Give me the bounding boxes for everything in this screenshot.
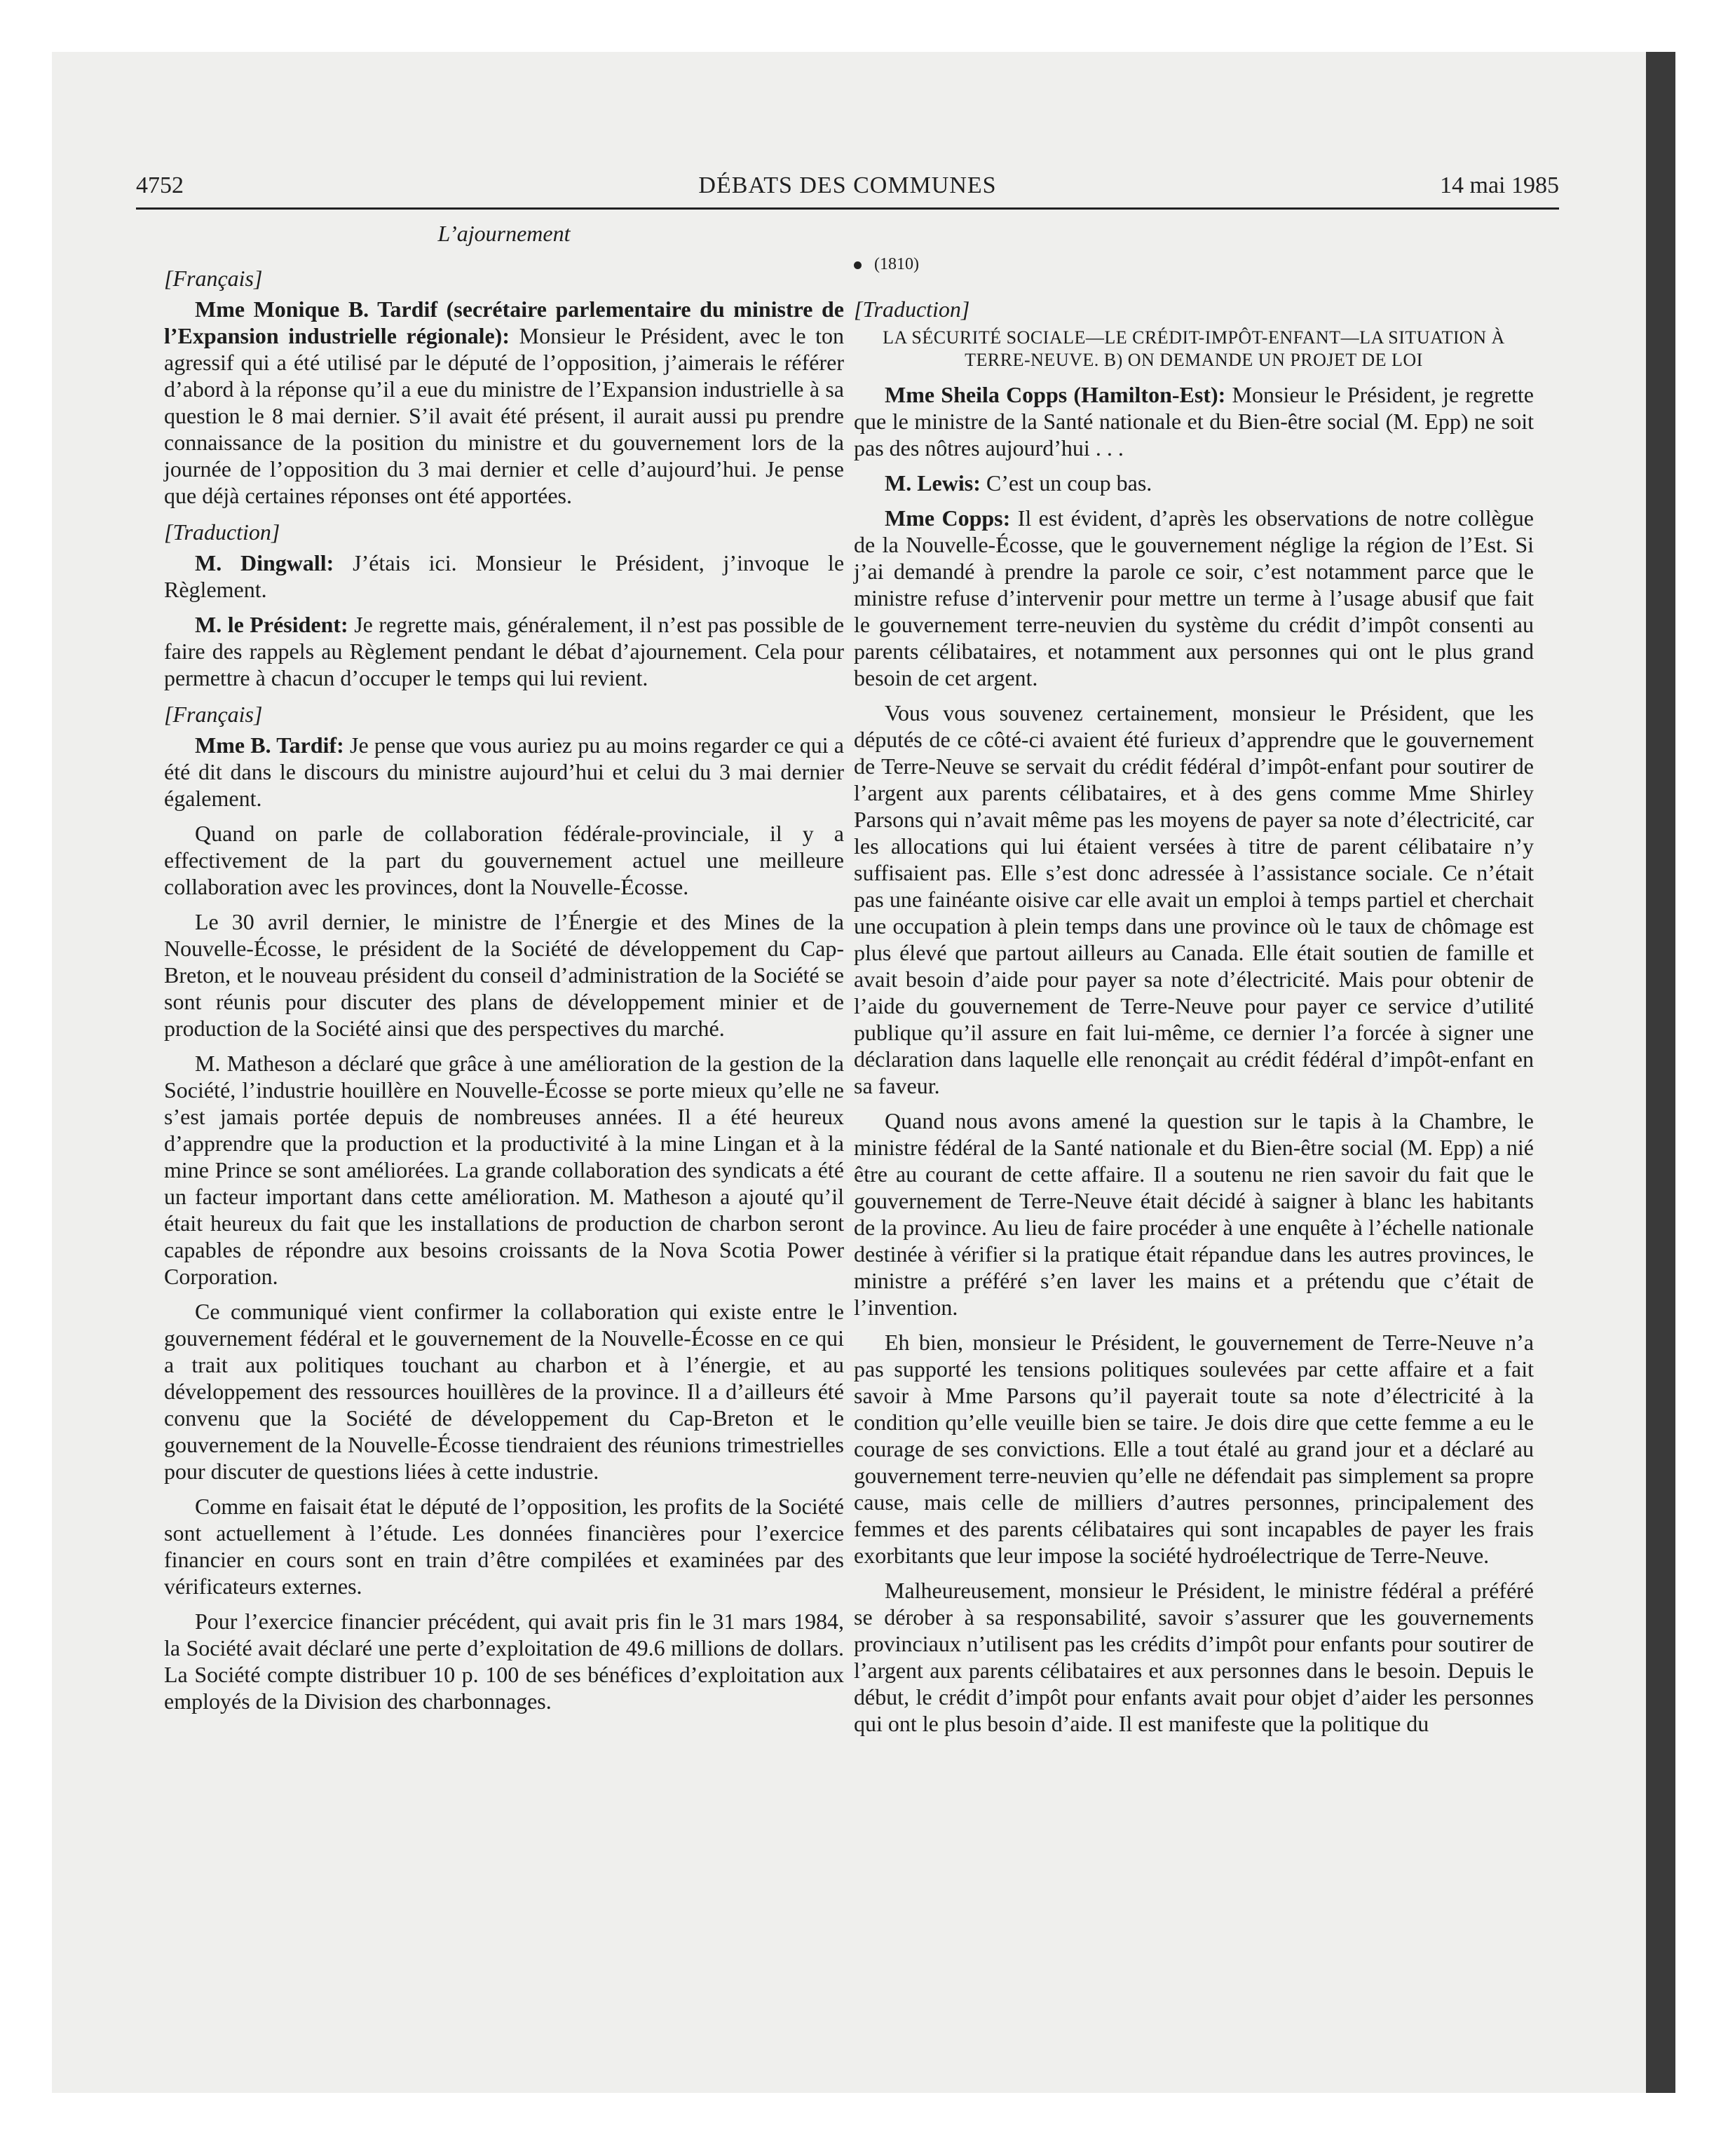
speaker-name: Mme Copps: [885,505,1011,531]
speech-text: Monsieur le Président, avec le ton agressif qui a été utilisé par le député de l’opposition, j’aimerais le référer d’abord à la réponse qu’il a eue du ministre de l’Expansion industrielle à sa question le 8 mai dernier. S’il avait été présent, il aurait aussi pu prendre connaissance de la position du ministre et du gouvernement lors de la journée de l’opposition du 3 mai dernier et celle d’aujourd’hui. Je pense que déjà certaines réponses ont été apportées. [164,323,845,508]
time-stamp [854,254,1534,275]
debate-heading: LA SÉCURITÉ SOCIALE—LE CRÉDIT-IMPÔT-ENFANT—LA SITUATION À TERRE-NEUVE. B) ON DEMANDE UN PROJET DE LOI [883,327,1505,370]
speech-paragraph [164,550,844,603]
speaker-name: Mme Monique B. Tardif (secrétaire parlementaire du ministre de l’Expansion industrielle régionale): [164,296,844,348]
left-column [164,220,844,1723]
speech-paragraph [854,470,1534,496]
running-title: DÉBATS DES COMMUNES [698,172,997,198]
right-column [854,220,1534,1745]
speech-text: J’étais ici. Monsieur le Président, j’invoque le Règlement. [164,550,845,602]
language-note: [Traduction] [854,296,970,322]
language-note: [Français] [164,266,263,291]
speaker-name: Mme B. Tardif: [195,732,344,758]
body-paragraph: Ce communiqué vient confirmer la collaboration qui existe entre le gouvernement fédéral et le gouvernement de la Nouvelle-Écosse en ce qui a trait aux politiques touchant au charbon et à l’énergie, et au développement des ressources houillères de la province. Il a d’ailleurs été convenu que la Société de développement du Cap-Breton et le gouvernement de la Nouvelle-Écosse tiendraient des réunions trimestrielles pour discuter de questions liées à cette industrie. [164,1299,844,1484]
speaker-name: M. Dingwall: [195,550,334,575]
speaker-name: M. Lewis: [885,470,981,496]
page-number: 4752 [136,172,184,198]
speech-paragraph [164,732,844,812]
bullet-icon [854,261,862,269]
speech-paragraph [164,296,844,509]
speech-text: Il est évident, d’après les observations de notre collègue de la Nouvelle-Écosse, que le gouvernement néglige la région de l’Est. Si j’ai demandé à prendre la parole ce soir, c’est notamment parce que le ministre refuse d’intervenir pour mettre un terme à l’usage abusif que fait le gouvernement terre-neuvien du système du crédit d’impôt consenti au parents célibataires, et notamment aux personnes qui ont le plus grand besoin de cet argent. [854,505,1535,690]
speech-paragraph [164,611,844,691]
language-note: [Traduction] [164,519,280,545]
page-header [136,168,1559,210]
body-paragraph: Vous vous souvenez certainement, monsieur le Président, que les députés de ce côté-ci avaient été furieux d’apprendre que le gouvernement de Terre-Neuve se servait du crédit fédéral d’impôt-enfant pour soutirer de l’argent aux parents célibataires, et à des gens comme Mme Shirley Parsons qui n’avait même pas les moyens de payer sa note d’électricité, car les allocations qui lui étaient versées à titre de parent célibataire n’y suffisaient pas. Elle s’est donc adressée à l’assistance sociale. Ce n’était pas une fainéante oisive car elle avait un emploi à temps partiel et cherchait une occupation à plein temps dans une province où le taux de chômage est plus élevé que partout ailleurs au Canada. Elle était soutien de famille et avait besoin d’aide pour payer sa note d’électricité. Mais pour obtenir de l’aide du gouvernement de Terre-Neuve pour payer ce service d’utilité publique qu’il assure en fait lui-même, ce dernier l’a forcée à signer une déclaration dans laquelle elle renonçait au crédit fédéral d’impôt-enfant en sa faveur. [854,700,1534,1098]
body-paragraph: Quand on parle de collaboration fédérale-provinciale, il y a effectivement de la part du gouvernement actuel une meilleure collaboration avec les provinces, dont la Nouvelle-Écosse. [164,821,844,899]
speaker-name: M. le Président: [195,612,348,637]
speech-text: C’est un coup bas. [986,470,1152,496]
speech-text: Monsieur le Président, je regrette que le ministre de la Santé nationale et du Bien-être social (M. Epp) ne soit pas des nôtres aujourd’hui . . . [854,382,1535,460]
body-paragraph: Pour l’exercice financier précédent, qui avait pris fin le 31 mars 1984, la Société avait déclaré une perte d’exploitation de 49.6 millions de dollars. La Société compte distribuer 10 p. 100 de ses bénéfices d’exploitation aux employés de la Division des charbonnages. [164,1609,844,1714]
body-paragraph: Malheureusement, monsieur le Président, le ministre fédéral a préféré se dérober à sa responsabilité, savoir s’assurer que les gouvernements provinciaux n’utilisent pas les crédits d’impôt pour enfants pour soutirer de l’argent aux parents célibataires et aux personnes dans le besoin. Depuis le début, le crédit d’impôt pour enfants avait pour objet d’aider les personnes qui ont le plus besoin d’aide. Il est manifeste que la politique du [854,1578,1534,1736]
speech-paragraph [854,505,1534,691]
body-paragraph: Eh bien, monsieur le Président, le gouvernement de Terre-Neuve n’a pas supporté les tensions politiques soulevées par cette affaire et a fait savoir à Mme Parsons qu’il payerait toute sa note d’électricité à la condition qu’elle veuille bien se taire. Je dois dire que cette femme a eu le courage de ses convictions. Elle a tout étalé au grand jour et a déclaré au gouvernement terre-neuvien qu’elle ne défendait pas simplement sa propre cause, mais celle de milliers d’autres personnes, principalement des femmes et des parents célibataires qui sont incapables de payer les frais exorbitants que leur impose la société hydroélectrique de Terre-Neuve. [854,1330,1534,1568]
speaker-name: Mme Sheila Copps (Hamilton-Est): [885,382,1226,407]
section-heading: L’ajournement [437,221,571,246]
body-paragraph: Quand nous avons amené la question sur le tapis à la Chambre, le ministre fédéral de la Santé nationale et du Bien-être social (M. Epp) a nié être au courant de cette affaire. Il a soutenu ne rien savoir du fait que le gouvernement de Terre-Neuve était décidé à saigner à blanc les habitants de la province. Au lieu de faire procéder à une enquête à l’échelle nationale destinée à vérifier si la pratique était répandue dans les autres provinces, le ministre a préféré s’en laver les mains et a prétendu que c’était de l’invention. [854,1108,1534,1320]
speech-text: Je pense que vous auriez pu au moins regarder ce qui a été dit dans le discours du ministre aujourd’hui et celui du 3 mai dernier également. [164,732,845,811]
speech-paragraph [854,381,1534,461]
body-paragraph: Comme en faisait état le député de l’opposition, les profits de la Société sont actuellement à l’étude. Les données financières pour l’exercice financier en cours sont en train d’être compilées et examinées par des vérificateurs externes. [164,1494,844,1599]
body-paragraph: Le 30 avril dernier, le ministre de l’Énergie et des Mines de la Nouvelle-Écosse, le président de la Société de développement du Cap-Breton, et le nouveau président du conseil d’administration de la Société se sont réunis pour discuter des plans de développement minier et de production de la Société ainsi que des perspectives du marché. [164,909,844,1041]
page-binding-edge [1646,52,1675,2093]
body-paragraph: M. Matheson a déclaré que grâce à une amélioration de la gestion de la Société, l’industrie houillère en Nouvelle-Écosse se porte mieux qu’elle ne s’est jamais portée depuis de nombreuses années. Il a été heureux d’apprendre que la production et la productivité à la mine Lingan et à la mine Prince se sont améliorées. La grande collaboration des syndicats a été un facteur important dans cette amélioration. M. Matheson a ajouté qu’il était heureux du fait que les installations de production de charbon seront capables de répondre aux besoins croissants de la Nova Scotia Power Corporation. [164,1051,844,1289]
header-date: 14 mai 1985 [1440,172,1559,198]
speech-text: Je regrette mais, généralement, il n’est pas possible de faire des rappels au Règlement pendant le débat d’ajournement. Cela pour permettre à chacun d’occuper le temps qui lui revient. [164,612,845,690]
time-stamp-text: (1810) [874,255,919,273]
language-note: [Français] [164,702,263,727]
